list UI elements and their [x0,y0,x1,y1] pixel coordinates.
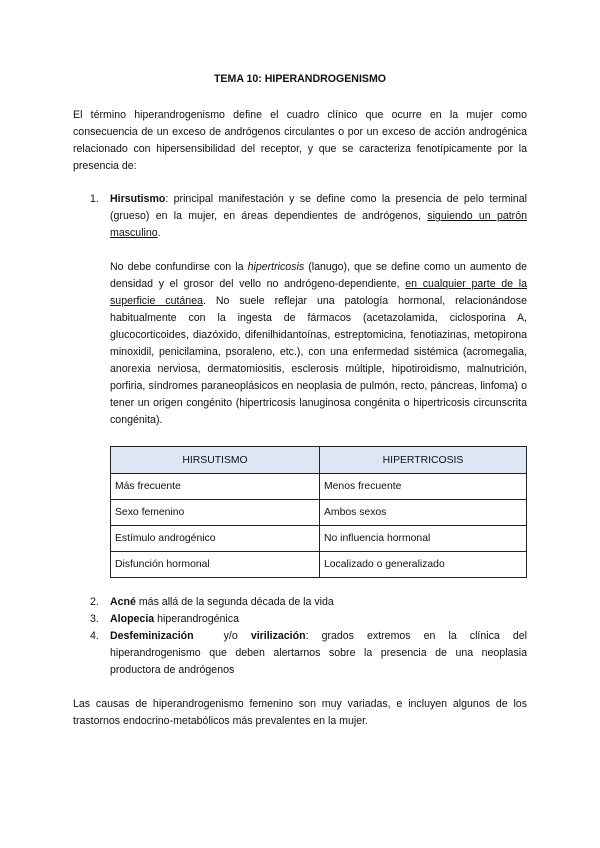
hipertricosis-paragraph [110,259,527,429]
table-row [111,552,527,578]
term-virilizacion: virilización [250,630,306,642]
item-text: : principal manifestación y se define como la presencia de pelo terminal (grueso) en la mujer, en áreas dependientes de andrógenos, [110,193,527,222]
table-cell: Disfunción hormonal [111,552,320,578]
table-header-row [111,447,527,474]
table-cell: Localizado o generalizado [320,552,527,578]
underlined-text: en cualquier parte de la superficie cutánea [110,278,527,307]
closing-paragraph: Las causas de hiperandrogenismo femenino son muy variadas, e incluyen algunos de los trastornos endocrino-metabólicos más prevalentes en la mujer. [73,698,527,727]
p2-text-a: No debe confundirse con la [110,261,248,273]
table-cell: Más frecuente [111,474,320,500]
table-row [111,526,527,552]
underlined-text: siguiendo un patrón masculino [110,210,527,239]
list-item-hirsutismo [110,191,527,242]
item-text-end: . [157,227,161,239]
term-hipertricosis: hipertricosis [247,261,305,273]
page-title: TEMA 10: HIPERANDROGENISMO [213,73,387,85]
list-item-desfeminizacion [110,628,527,679]
table-cell: Menos frecuente [320,474,527,500]
item-text: hiperandrogénica [154,613,239,625]
list-item-acne [110,594,527,611]
list-number: 1. [90,193,99,205]
table-cell: Sexo femenino [111,500,320,526]
p2-text-c: . No suele reflejar una patología hormonal, relacionándose habitualmente con la ingesta de fármacos (acetazolamida, ciclosporina A, glucocorticoides, diazóxido, difenilhidantoínas, estreptomicina, fenotiazinas, metopirona minoxidil, penicilamina, psoraleno, etc.), con una enfermedad sistémica (acromegalia, anorexia nerviosa, dermatomiositis, esclerosis múltiple, hipotiroidismo, malnutrición, porfiria, síndromes paraneoplásicos en neoplasia de pulmón, recto, páncreas, linfoma) o tener un origen congénito (hipertricosis lanuginosa congénita o hipertricosis circunscrita congénita). [110,295,527,426]
table-header: HIRSUTISMO [111,447,320,474]
table-row [111,474,527,500]
intro-paragraph: El término hiperandrogenismo define el cuadro clínico que ocurre en la mujer como consecuencia de un exceso de andrógenos circulantes o por un exceso de acción androgénica relacionado con hipersensibilidad del receptor, y que se caracteriza fenotípicamente por la presencia de: [73,109,527,172]
table-cell: No influencia hormonal [320,526,527,552]
term-desfeminizacion: Desfeminización [110,630,194,642]
item-text: más allá de la segunda década de la vida [135,596,334,608]
list-number: 4. [90,630,99,642]
list-item-alopecia [110,611,527,628]
p2-text-b: (lanugo), que se define como un aumento de densidad y el grosor del vello no andrógeno-dependiente, [110,261,527,290]
term-alopecia: Alopecia [110,613,155,625]
comparison-table [110,446,527,578]
table-row [111,500,527,526]
table-header: HIPERTRICOSIS [320,447,527,474]
table-cell: Ambos sexos [320,500,527,526]
term-hirsutismo: Hirsutismo [110,193,166,205]
list-number: 3. [90,613,99,625]
conjunction: y/o [223,630,238,642]
item-text: : grados extremos en la clínica del hiperandrogenismo que deben alertarnos sobre la presencia de una neoplasia productora de andrógenos [110,630,527,676]
term-acne: Acné [110,596,136,608]
list-number: 2. [90,596,99,608]
table-cell: Estímulo androgénico [111,526,320,552]
